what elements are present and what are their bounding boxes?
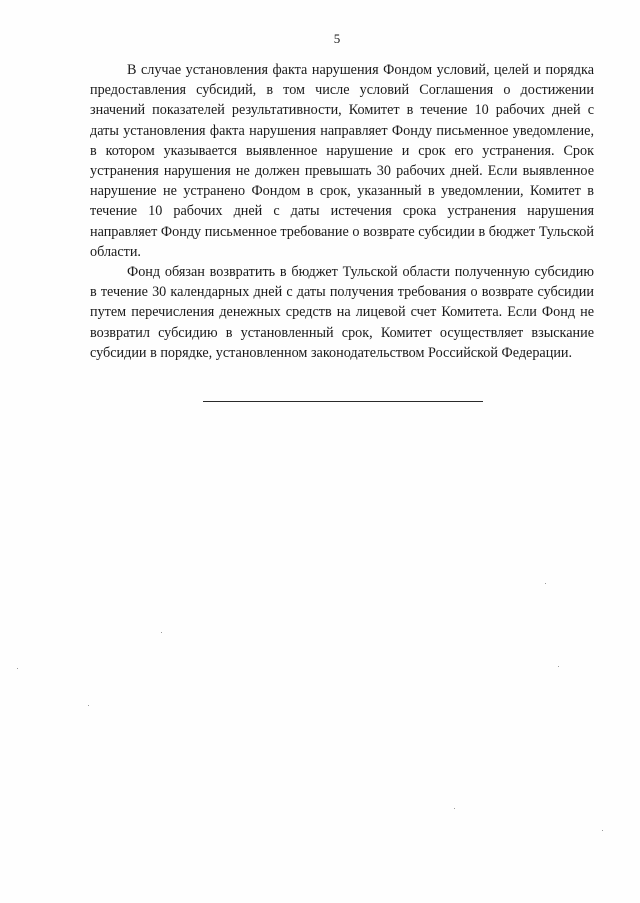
document-body — [90, 60, 594, 363]
page-number: 5 — [333, 31, 341, 46]
scan-speck — [545, 583, 546, 584]
end-separator-line — [203, 401, 483, 402]
scan-speck — [454, 808, 455, 809]
scan-speck — [88, 705, 89, 706]
paragraph-subsidy-return: Фонд обязан возвратить в бюджет Тульской области полученную субсидию в течение 30 календарных дней с даты получения требования о возврате субсидии путем перечисления денежных средств на лицевой счет Комитета. Если Фонд не возвратил субсидию в установленный срок, Комитет осуществляет взыскание субсидии в порядке, установленном законодательством Российской Федерации. — [90, 264, 594, 361]
paragraph-violation-notice: В случае установления факта нарушения Фондом условий, целей и порядка предоставления субсидий, в том числе условий Соглашения о достижении значений показателей результативности, Комитет в течение 10 рабочих дней с даты установления факта нарушения направляет Фонду письменное уведомление, в котором указывается выявленное нарушение и срок его устранения. Срок устранения нарушения не должен превышать 30 рабочих дней. Если выявленное нарушение не устранено Фондом в срок, указанный в уведомлении, Комитет в течение 10 рабочих дней с даты истечения срока устранения нарушения направляет Фонду письменное требование о возврате субсидии в бюджет Тульской области. — [90, 62, 594, 260]
scan-speck — [161, 632, 162, 633]
scan-speck — [17, 668, 18, 669]
scan-speck — [602, 830, 603, 831]
scan-speck — [558, 666, 559, 667]
